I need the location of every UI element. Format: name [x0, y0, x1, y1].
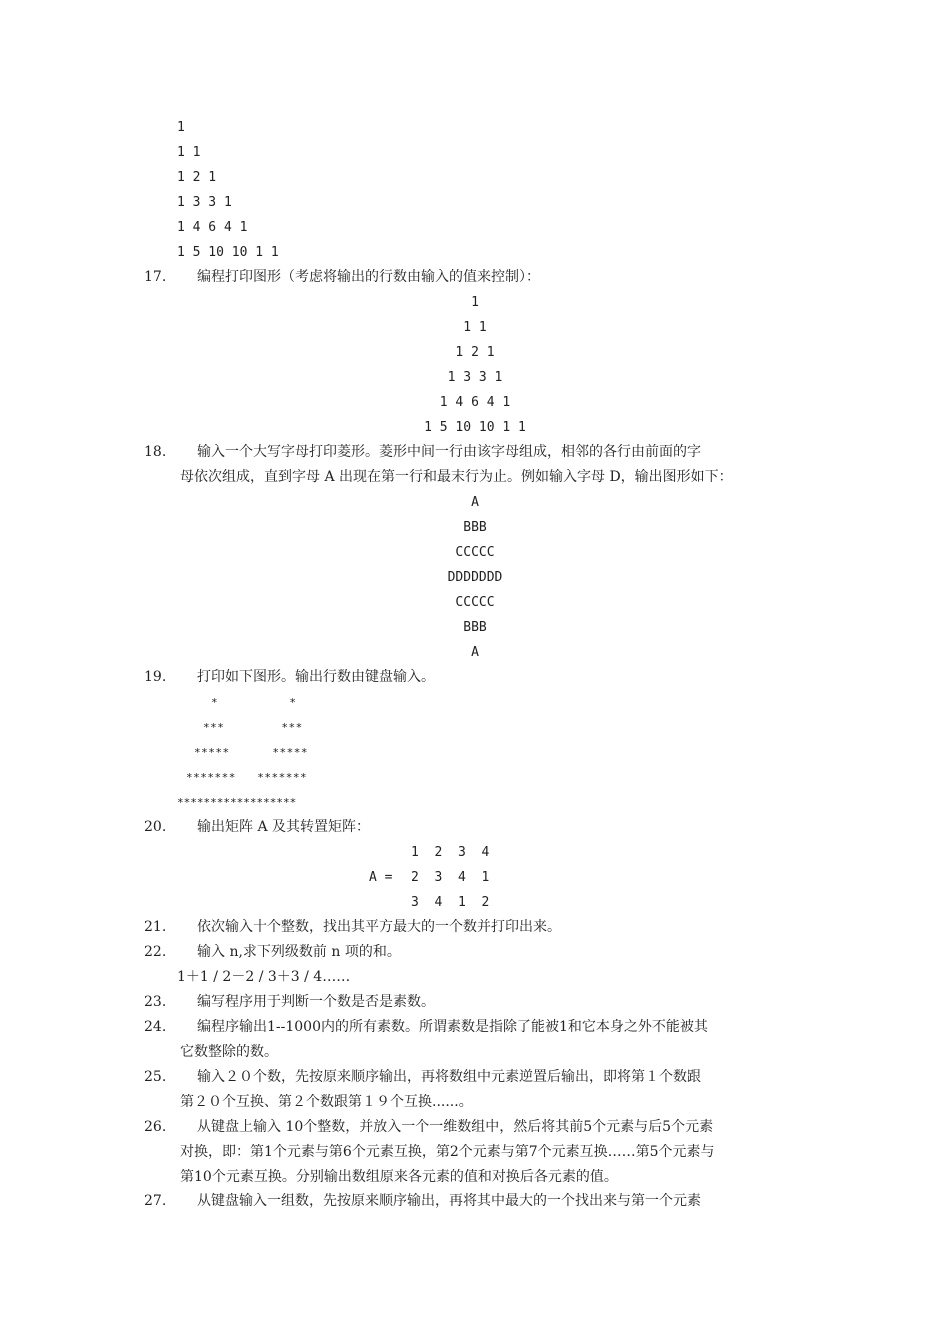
pascal-center-row: 1 1 [463, 320, 487, 335]
question-number: 22. [144, 944, 167, 960]
pascal-center-row: 1 2 1 [455, 345, 495, 360]
question-text: 母依次组成，直到字母 A 出现在第一行和最末行为止。例如输入字母 D，输出图形如下： [180, 469, 733, 485]
question-text: 输入２０个数，先按原来顺序输出，再将数组中元素逆置后输出，即将第１个数跟 [197, 1069, 701, 1085]
matrix-label: A = [369, 870, 393, 885]
diamond-row: CCCCC [455, 545, 495, 560]
pascal-left-row: 1 2 1 [177, 170, 217, 185]
question-number: 21. [144, 919, 167, 935]
pascal-left-row: 1 5 10 10 1 1 [177, 245, 279, 260]
question-text: 依次输入十个整数，找出其平方最大的一个数并打印出来。 [197, 919, 561, 935]
question-text: 从键盘输入一组数，先按原来顺序输出，再将其中最大的一个找出来与第一个元素 [197, 1193, 701, 1209]
series-formula: 1＋1 / 2－2 / 3＋3 / 4…… [177, 969, 351, 985]
question-number: 20. [144, 819, 167, 835]
diamond-row: A [471, 645, 479, 660]
matrix-row: 2 3 4 1 [411, 870, 490, 885]
question-text: 输入 n,求下列级数前 n 项的和。 [197, 944, 401, 960]
pascal-center-row: 1 5 10 10 1 1 [424, 420, 526, 435]
question-text: 编写程序用于判断一个数是否是素数。 [197, 994, 435, 1010]
question-text: 第２０个互换、第２个数跟第１９个互换......。 [180, 1094, 473, 1110]
question-number: 19. [144, 669, 167, 685]
pascal-left-row: 1 1 [177, 145, 201, 160]
pascal-center-row: 1 [471, 295, 479, 310]
question-number: 27. [144, 1193, 167, 1209]
star-row: ****************** [177, 796, 297, 809]
question-number: 23. [144, 994, 167, 1010]
question-number: 25. [144, 1069, 167, 1085]
star-row: ******* ******* [186, 771, 308, 784]
star-row: ***** ***** [194, 746, 308, 759]
diamond-row: BBB [463, 620, 487, 635]
question-number: 18. [144, 444, 167, 460]
question-text: 输入一个大写字母打印菱形。菱形中间一行由该字母组成，相邻的各行由前面的字 [197, 444, 701, 460]
question-text: 编程序输出1--1000内的所有素数。所谓素数是指除了能被1和它本身之外不能被其 [197, 1019, 708, 1035]
question-text: 输出矩阵 A 及其转置矩阵： [197, 819, 371, 835]
question-number: 24. [144, 1019, 167, 1035]
diamond-row: CCCCC [455, 595, 495, 610]
star-row: * * [211, 696, 297, 709]
diamond-row: A [471, 495, 479, 510]
question-text: 从键盘上输入 10个整数，并放入一个一维数组中，然后将其前5个元素与后5个元素 [197, 1119, 714, 1135]
question-number: 17. [144, 269, 167, 285]
question-text: 对换，即：第1个元素与第6个元素互换，第2个元素与第7个元素互换……第5个元素与 [180, 1144, 715, 1160]
pascal-left-row: 1 4 6 4 1 [177, 220, 248, 235]
question-text: 第10个元素互换。分别输出数组原来各元素的值和对换后各元素的值。 [180, 1169, 618, 1185]
diamond-row: BBB [463, 520, 487, 535]
pascal-left-row: 1 3 3 1 [177, 195, 232, 210]
matrix-row: 3 4 1 2 [411, 895, 490, 910]
question-text: 它数整除的数。 [180, 1044, 278, 1060]
pascal-left-row: 1 [177, 120, 185, 135]
pascal-center-row: 1 4 6 4 1 [439, 395, 511, 410]
star-row: *** *** [203, 721, 303, 734]
matrix-row: 1 2 3 4 [411, 845, 490, 860]
question-number: 26. [144, 1119, 167, 1135]
question-text: 编程打印图形（考虑将输出的行数由输入的值来控制）： [197, 269, 540, 285]
pascal-center-row: 1 3 3 1 [447, 370, 503, 385]
question-text: 打印如下图形。输出行数由键盘输入。 [197, 669, 435, 685]
diamond-row: DDDDDDD [447, 570, 503, 585]
